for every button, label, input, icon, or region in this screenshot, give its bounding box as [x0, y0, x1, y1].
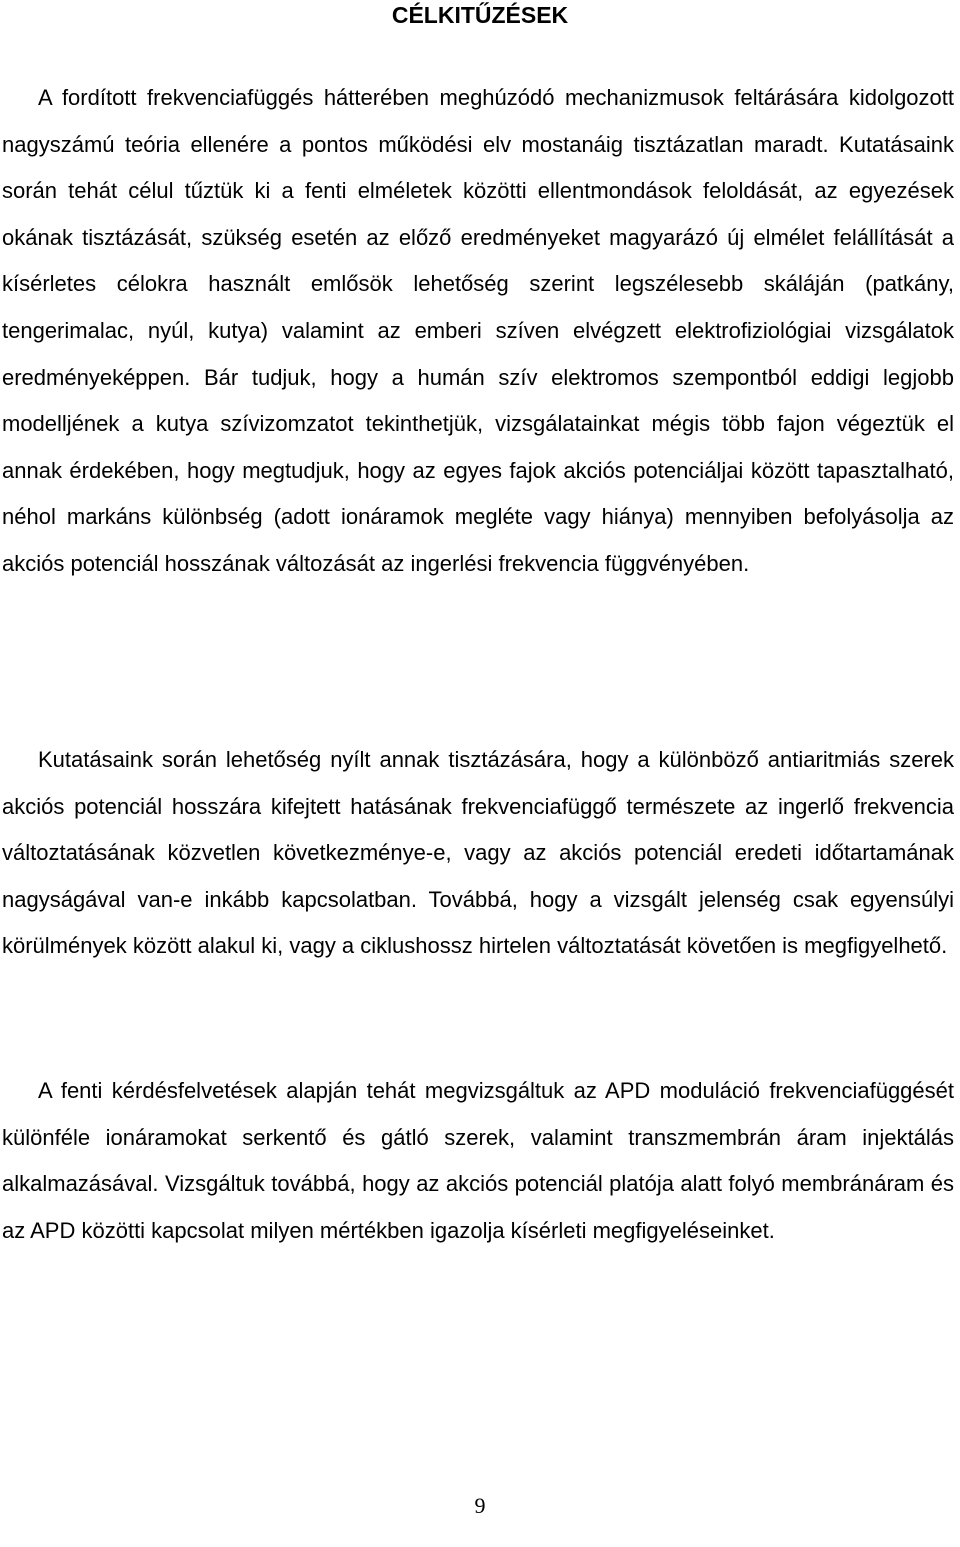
- page-number: 9: [474, 1493, 486, 1518]
- paragraph-apd-modulation: A fenti kérdésfelvetések alapján tehát megvizsgáltuk az APD moduláció frekvenciafüggését különféle ionáramokat serkentő és gátló szerek, valamint transzmembrán áram injektálás alkalmazásával. Vizsgáltuk továbbá, hogy az akciós potenciál platója alatt folyó membránáram és az APD közötti kapcsolat milyen mértékben igazolja kísérleti megfigyeléseinket.: [2, 1078, 954, 1243]
- section-title: CÉLKITŰZÉSEK: [391, 2, 569, 28]
- paragraph-objectives: A fordított frekvenciafüggés hátterében meghúzódó mechanizmusok feltárására kidolgozott nagyszámú teória ellenére a pontos működési elv mostanáig tisztázatlan maradt. Kutatásaink során tehát célul tűztük ki a fenti elméletek közötti ellentmondások feloldását, az egyezések okának tisztázását, szükség esetén az előző eredményeket magyarázó új elmélet felállítását a kísérletes célokra használt emlősök lehetőség szerint legszélesebb skáláján (patkány, tengerimalac, nyúl, kutya) valamint az emberi szíven elvégzett elektrofiziológiai vizsgálatok eredményeképpen. Bár tudjuk, hogy a humán szív elektromos szempontból eddigi legjobb modelljének a kutya szívizomzatot tekinthetjük, vizsgálatainkat mégis több fajon végeztük el annak érdekében, hogy megtudjuk, hogy az egyes fajok akciós potenciáljai között tapasztalható, néhol markáns különbség (adott ionáramok megléte vagy hiánya) mennyiben befolyásolja az akciós potenciál hosszának változását az ingerlési frekvencia függvényében.: [2, 85, 954, 576]
- paragraph-antiarrhythmic: Kutatásaink során lehetőség nyílt annak tisztázására, hogy a különböző antiaritmiás szerek akciós potenciál hosszára kifejtett hatásának frekvenciafüggő természete az ingerlő frekvencia változtatásának közvetlen következménye-e, vagy az akciós potenciál eredeti időtartamának nagyságával van-e inkább kapcsolatban. Továbbá, hogy a vizsgált jelenség csak egyensúlyi körülmények között alakul ki, vagy a ciklushossz hirtelen változtatását követően is megfigyelhető.: [2, 747, 954, 959]
